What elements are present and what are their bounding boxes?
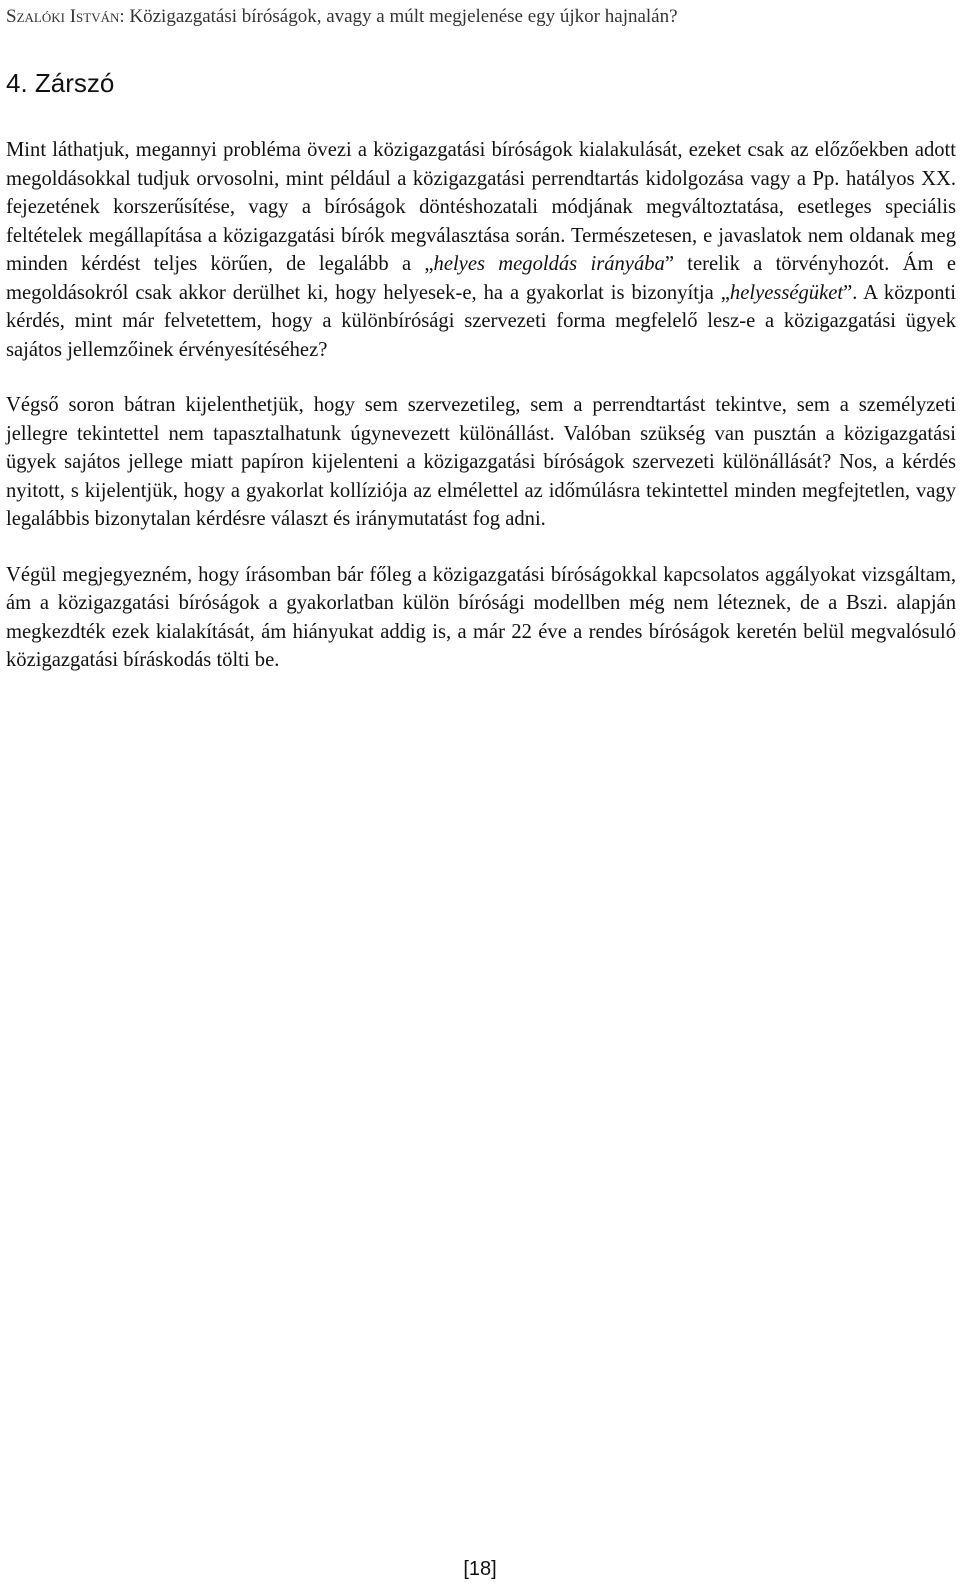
running-header xyxy=(6,6,946,28)
header-author: Szalóki István xyxy=(6,6,120,27)
header-title: : Közigazgatási bíróságok, avagy a múlt megjelenése egy újkor hajnalán? xyxy=(119,6,678,27)
paragraph-1 xyxy=(6,136,956,364)
paragraph-1-part-2: ” terelik a törvényhozót. Ám e megoldásokról csak akkor derülhet ki, hogy helyesek-e, ha a gyakorlat is bizonyítja „ xyxy=(6,253,956,304)
paragraph-3: Végül megjegyezném, hogy írásomban bár főleg a közigazgatási bíróságokkal kapcsolatos aggályokat vizsgáltam, ám a közigazgatási bíróságok a gyakorlatban külön bírósági modellben még nem léteznek, de a Bszi. alapján megkezdték ezek kialakítását, ám hiányukat addig is, a már 22 éve a rendes bíróságok keretén belül megvalósuló közigazgatási bíráskodás tölti be. xyxy=(6,563,956,671)
paragraph-1-part-3: ”. A központi kérdés, mint már felvetettem, hogy a különbírósági szervezeti forma megfelelő lesz-e a közigazgatási ügyek sajátos jellemzőinek érvényesítéséhez? xyxy=(6,281,956,361)
paragraph-1-part-1: Mint láthatjuk, megannyi probléma övezi a közigazgatási bíróságok kialakulását, ezeket csak az előzőekben adott megoldásokkal tudjuk orvosolni, mint például a közigazgatási perrendtartás kidolgozása vagy a Pp. hatályos XX. fejezetének korszerűsítése, vagy a bíróságok döntéshozatali módjának megváltoztatása, esetleges speciális feltételek megállapítása a közigazgatási bírók megválasztása során. Természetesen, e javaslatok nem oldanak meg minden kérdést teljes körűen, de legalább a „ xyxy=(6,139,956,275)
section-heading: 4. Zárszó xyxy=(6,68,115,98)
page-number: [18] xyxy=(463,1558,497,1580)
paragraph-1-emphasis-1: helyes megoldás irányába xyxy=(433,253,665,275)
body-text xyxy=(6,136,956,702)
paragraph-2: Végső soron bátran kijelenthetjük, hogy sem szervezetileg, sem a perrendtartást tekintve, sem a személyzeti jellegre tekintettel nem tapasztalhatunk úgynevezett különállást. Valóban szükség van pusztán a közigazgatási ügyek sajátos jellege miatt papíron kijelenteni a közigazgatási bíróságok szervezeti különállását? Nos, a kérdés nyitott, s kijelentjük, hogy a gyakorlat kollíziója az elmélettel az időmúlásra tekintettel minden megfejtetlen, vagy legalábbis bizonytalan kérdésre választ és iránymutatást fog adni. xyxy=(6,394,956,530)
paragraph-1-emphasis-2: helyességüket xyxy=(729,281,844,304)
